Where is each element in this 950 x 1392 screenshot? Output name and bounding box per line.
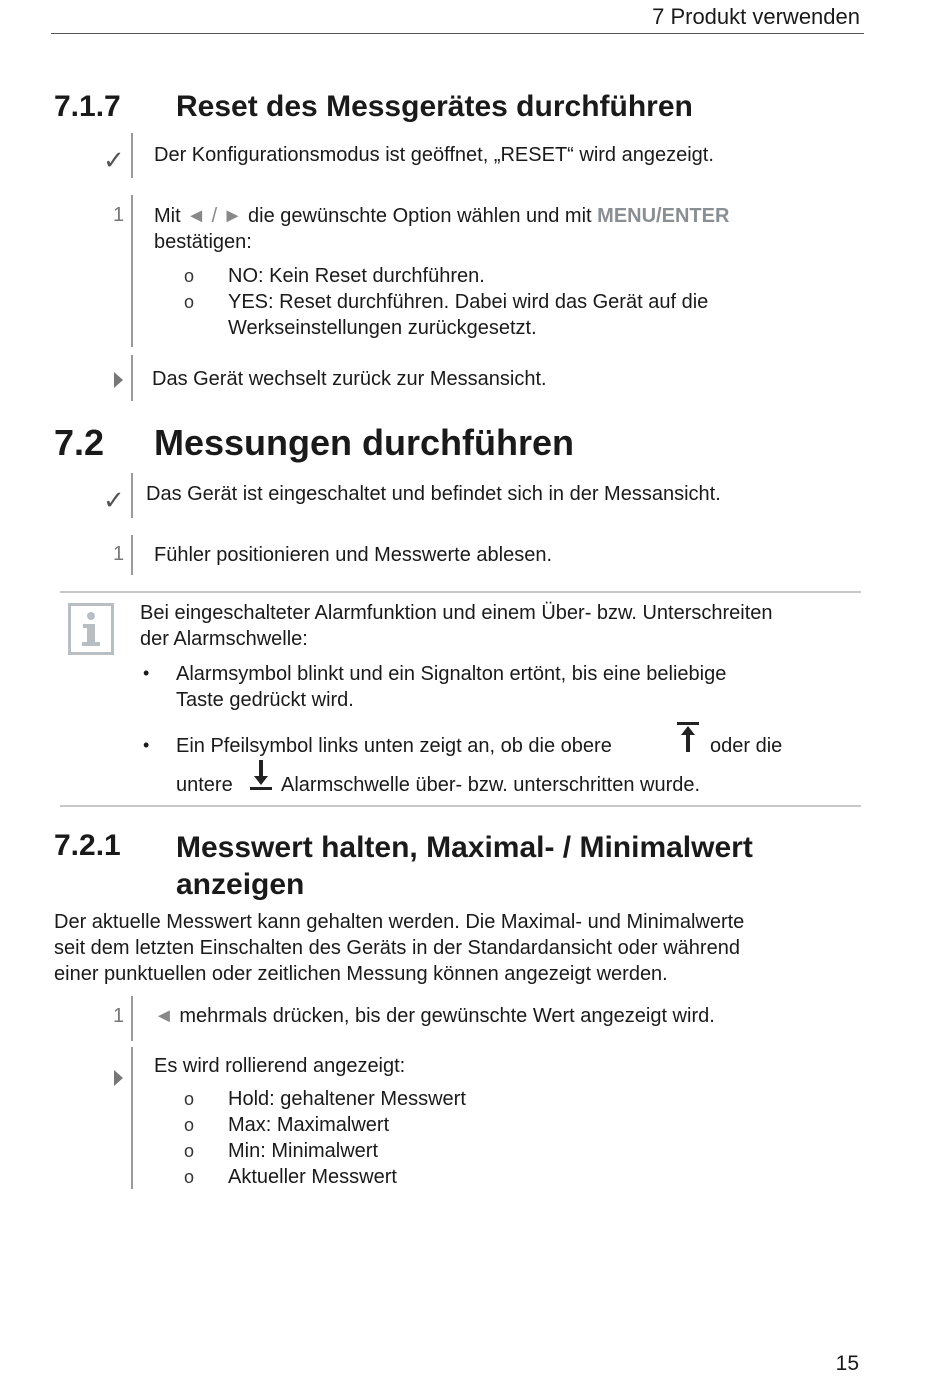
bullet: • xyxy=(143,663,150,683)
step-number: 1 xyxy=(113,204,125,226)
result-arrow-icon xyxy=(114,372,123,388)
option-marker: o xyxy=(184,266,195,286)
section-number: 7.2.1 xyxy=(54,829,121,862)
lower-threshold-arrow-svg xyxy=(248,758,276,792)
result-text: Das Gerät wechselt zurück zur Messansicht. xyxy=(152,368,547,390)
step-number: 1 xyxy=(113,1005,125,1027)
left-arrow-key-icon: ◄ xyxy=(154,1005,174,1027)
section-number: 7.1.7 xyxy=(54,90,121,123)
paragraph-line: seit dem letzten Einschalten des Geräts in der Standardansicht oder während xyxy=(54,937,740,959)
precondition-text: Der Konfigurationsmodus ist geöffnet, „RESET“ wird angezeigt. xyxy=(154,144,714,166)
option-list xyxy=(154,1086,854,1190)
section-number: 7.2 xyxy=(54,422,105,463)
running-header: 7 Produkt verwenden xyxy=(652,4,860,29)
upper-threshold-arrow-svg xyxy=(675,720,703,754)
info-bullet-text: untere xyxy=(176,774,233,796)
step-text xyxy=(154,1003,715,1029)
result-arrow-icon xyxy=(114,1070,123,1086)
step-number: 1 xyxy=(113,543,125,565)
option-marker: o xyxy=(184,1115,195,1135)
result-text: Es wird rollierend angezeigt: xyxy=(154,1055,406,1077)
intro-paragraph xyxy=(54,909,854,987)
option-marker: o xyxy=(184,292,195,312)
arrow-keys-icon: ◄ / ► xyxy=(186,205,243,227)
info-icon xyxy=(68,603,114,655)
info-text xyxy=(140,600,860,652)
list-item xyxy=(154,1112,854,1138)
upper-threshold-arrow-icon xyxy=(675,720,703,754)
bullet: • xyxy=(143,735,150,755)
step-bar xyxy=(131,1047,133,1189)
paragraph-line: Der aktuelle Messwert kann gehalten werden. Die Maximal- und Minimalwerte xyxy=(54,911,745,933)
info-line: Bei eingeschalteter Alarmfunktion und einem Über- bzw. Unterschreiten xyxy=(140,602,773,624)
list-item xyxy=(154,1086,854,1112)
step-bar xyxy=(131,195,133,347)
step-text-part: die gewünschte Option wählen und mit xyxy=(242,205,598,227)
info-bullet-text xyxy=(176,661,856,713)
option-list xyxy=(154,263,854,341)
option-text: Werkseinstellungen zurückgesetzt. xyxy=(228,317,537,339)
info-bottom-rule xyxy=(60,805,861,807)
step-bar xyxy=(131,473,133,518)
precondition-text: Das Gerät ist eingeschaltet und befindet sich in der Messansicht. xyxy=(146,483,721,505)
step-bar xyxy=(131,133,133,178)
info-bullet-text: Ein Pfeilsymbol links unten zeigt an, ob die obere xyxy=(176,735,612,757)
section-title: Messungen durchführen xyxy=(154,422,575,463)
list-item xyxy=(154,1138,854,1164)
option-marker: o xyxy=(184,1141,195,1161)
list-item xyxy=(154,1164,854,1190)
header-rule xyxy=(51,33,864,34)
option-text: Max: Maximalwert xyxy=(228,1114,390,1136)
lower-threshold-arrow-icon xyxy=(248,758,276,792)
step-text-part: Mit xyxy=(154,205,187,227)
step-text-part: mehrmals drücken, bis der gewünschte Wert angezeigt wird. xyxy=(173,1005,715,1027)
info-icon-glyph xyxy=(71,606,111,652)
option-text: YES: Reset durchführen. Dabei wird das Gerät auf die xyxy=(228,291,709,313)
list-item xyxy=(154,315,854,341)
title-line: Messwert halten, Maximal- / Minimalwert xyxy=(176,831,753,864)
step-text: Fühler positionieren und Messwerte ablesen. xyxy=(154,544,552,566)
check-icon: ✓ xyxy=(103,145,125,175)
info-line: der Alarmschwelle: xyxy=(140,628,308,650)
title-line: anzeigen xyxy=(176,868,305,901)
section-title xyxy=(176,829,753,903)
option-text: Min: Minimalwert xyxy=(228,1140,379,1162)
info-bullet-text: oder die xyxy=(710,735,783,757)
option-marker: o xyxy=(184,1167,195,1187)
list-item xyxy=(154,263,854,289)
menu-enter-key: MENU/ENTER xyxy=(597,205,730,227)
option-text: NO: Kein Reset durchführen. xyxy=(228,265,485,287)
bullet-line: Alarmsymbol blinkt und ein Signalton ertönt, bis eine beliebige xyxy=(176,663,727,685)
step-text-part: bestätigen: xyxy=(154,231,252,253)
option-text: Hold: gehaltener Messwert xyxy=(228,1088,466,1110)
step-bar xyxy=(131,996,133,1041)
info-top-rule xyxy=(60,591,861,593)
page-number: 15 xyxy=(835,1352,859,1375)
section-title: Reset des Messgerätes durchführen xyxy=(176,90,693,123)
step-bar xyxy=(131,535,133,575)
bullet-line: Taste gedrückt wird. xyxy=(176,689,354,711)
option-text: Aktueller Messwert xyxy=(228,1166,397,1188)
check-icon: ✓ xyxy=(103,485,125,515)
info-bullet-text: Alarmschwelle über- bzw. unterschritten wurde. xyxy=(281,774,701,796)
option-marker: o xyxy=(184,1089,195,1109)
paragraph-line: einer punktuellen oder zeitlichen Messung können angezeigt werden. xyxy=(54,963,668,985)
step-bar xyxy=(131,355,133,401)
list-item xyxy=(154,289,854,315)
step-text xyxy=(154,203,854,255)
